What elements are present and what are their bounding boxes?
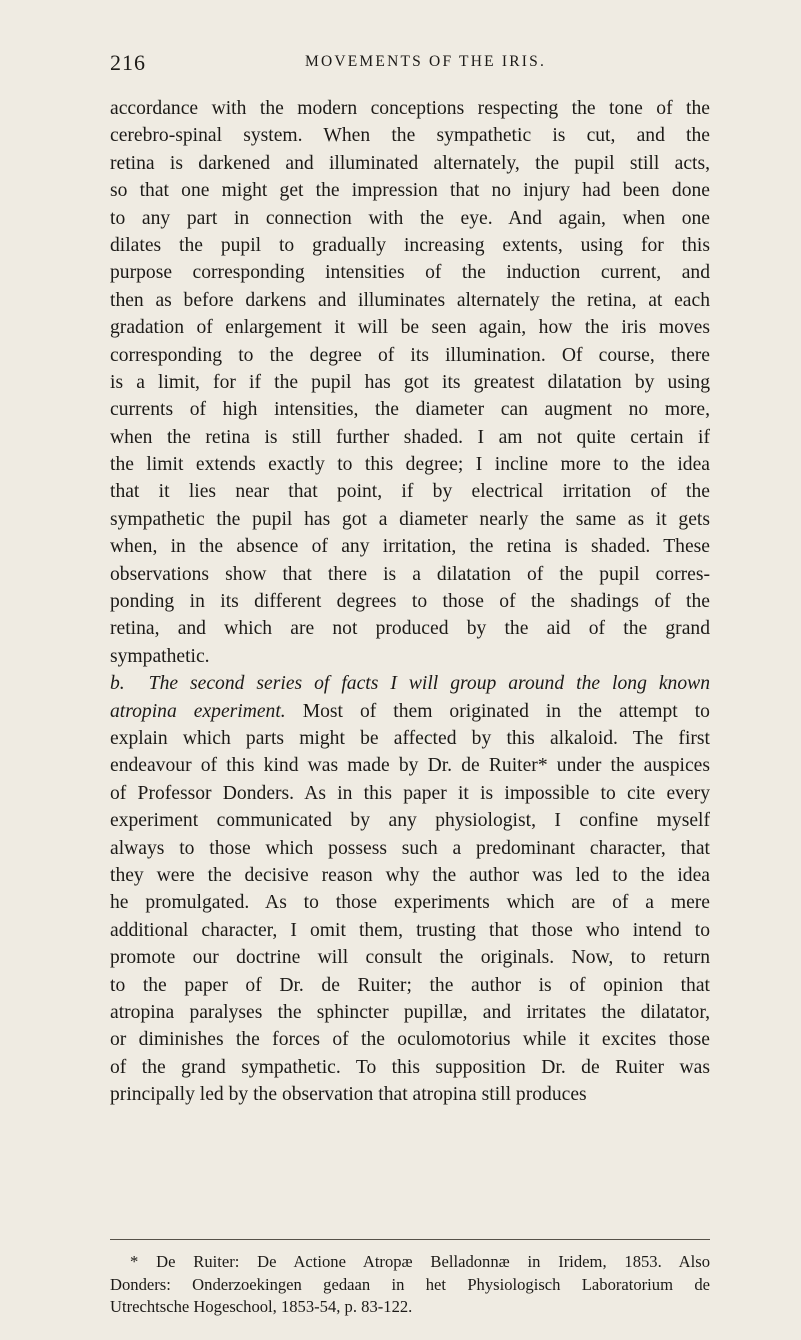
text-line: to the paper of Dr. de Ruiter; the author is of opinion that (110, 974, 710, 996)
text-line: accordance with the modern conceptions respecting the tone of the (110, 98, 710, 119)
text-line: atropina paralyses the sphincter pupillæ, and irritates the dilatator, (110, 1001, 710, 1023)
section-italic-lead: The second series of facts I will group around the long known (148, 673, 710, 695)
text-line: gradation of enlargement it will be seen again, how the iris moves (110, 317, 710, 339)
footnote-line: Donders: Onderzoekingen gedaan in het Physiologisch Laboratorium de (110, 1274, 710, 1294)
running-title: MOVEMENTS OF THE IRIS. (305, 53, 547, 70)
footnote-line: * De Ruiter: De Actione Atropæ Belladonnæ in Iridem, 1853. Also (130, 1252, 710, 1271)
running-head (110, 50, 710, 78)
text-line: experiment communicated by any physiologist, I confine myself (110, 810, 710, 832)
text-line: when, in the absence of any irritation, the retina is shaded. These (110, 536, 710, 558)
page-number: 216 (110, 50, 146, 75)
text-line: always to those which possess such a predominant character, that (110, 837, 710, 859)
text-line: principally led by the observation that atropina still produces (110, 1084, 587, 1106)
body-text (110, 95, 710, 1108)
text-line: currents of high intensities, the diameter can augment no more, (110, 399, 710, 421)
text-line: sympathetic the pupil has got a diameter nearly the same as it gets (110, 508, 710, 530)
text-line: explain which parts might be affected by this alkaloid. The first (110, 727, 710, 749)
text-line: he promulgated. As to those experiments which are of a mere (110, 892, 710, 914)
text-line: they were the decisive reason why the author was led to the idea (110, 864, 710, 886)
section-italic-lead-cont: atropina experiment. (110, 700, 286, 722)
text-line: corresponding to the degree of its illumination. Of course, there (110, 344, 710, 366)
text-line: sympathetic. (110, 645, 210, 667)
text-line: ponding in its different degrees to those of the shadings of the (110, 591, 710, 613)
text-line: dilates the pupil to gradually increasing extents, using for this (110, 234, 710, 256)
text-line: that it lies near that point, if by electrical irritation of the (110, 481, 710, 503)
text-line: is a limit, for if the pupil has got its greatest dilatation by using (110, 371, 710, 393)
text-line: endeavour of this kind was made by Dr. de Ruiter* under the auspices (110, 755, 710, 777)
text-line: purpose corresponding intensities of the induction current, and (110, 262, 710, 284)
footnote-line: Utrechtsche Hogeschool, 1853-54, p. 83-122. (110, 1297, 413, 1316)
text-line: to any part in connection with the eye. And again, when one (110, 207, 710, 229)
text-line: when the retina is still further shaded. I am not quite certain if (110, 426, 710, 448)
section-b-heading-line (110, 670, 710, 697)
section-b-second-line (110, 698, 710, 725)
section-label: b. (110, 673, 125, 695)
text-line: or diminishes the forces of the oculomotorius while it excites those (110, 1029, 710, 1051)
text-line: of the grand sympathetic. To this supposition Dr. de Ruiter was (110, 1056, 710, 1078)
text-line: promote our doctrine will consult the originals. Now, to return (110, 947, 710, 969)
text-line: the limit extends exactly to this degree; I incline more to the idea (110, 454, 710, 476)
footnote-divider (110, 1239, 710, 1240)
text-line: so that one might get the impression that no injury had been done (110, 180, 710, 202)
text-line: additional character, I omit them, trusting that those who intend to (110, 919, 710, 941)
section-line-rest: Most of them originated in the attempt to (302, 700, 710, 722)
text-line: of Professor Donders. As in this paper it is impossible to cite every (110, 782, 710, 804)
text-line: retina is darkened and illuminated alternately, the pupil still acts, (110, 152, 710, 174)
text-line: cerebro-spinal system. When the sympathetic is cut, and the (110, 125, 710, 147)
text-line: retina, and which are not produced by the aid of the grand (110, 618, 710, 640)
text-line: then as before darkens and illuminates alternately the retina, at each (110, 289, 710, 311)
text-line: observations show that there is a dilatation of the pupil corres- (110, 563, 710, 585)
footnote (110, 1251, 710, 1319)
